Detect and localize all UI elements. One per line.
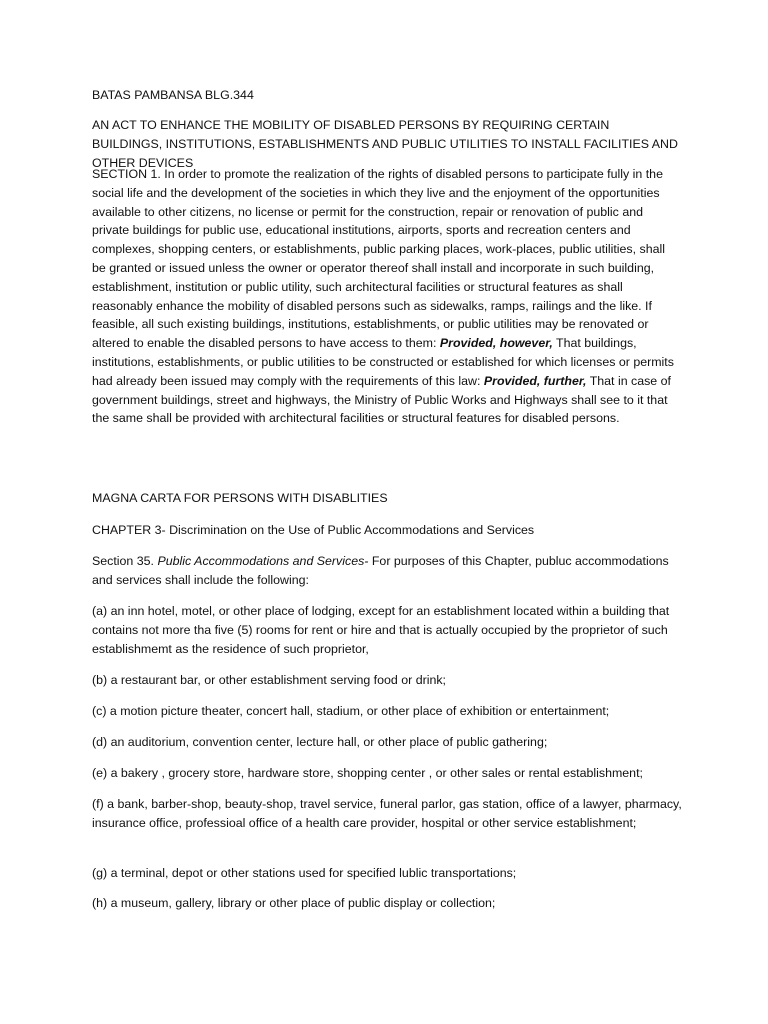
section-35-paragraph xyxy=(92,552,682,590)
act-title: AN ACT TO ENHANCE THE MOBILITY OF DISABLED PERSONS BY REQUIRING CERTAIN BUILDINGS, INSTITUTIONS, ESTABLISHMENTS AND PUBLIC UTILITIES TO INSTALL FACILITIES AND OTHER DEVICES xyxy=(92,118,678,170)
document-page xyxy=(92,0,682,1024)
section-35-heading: Public Accommodations and Services- xyxy=(157,554,369,568)
list-item-h: (h) a museum, gallery, library or other place of public display or collection; xyxy=(92,896,496,910)
section-1-text-part3: That in case of government buildings, street and highways, the Ministry of Public Works and Highways shall see to it that the same shall be provided with architectural facilities or structural features for disabled persons. xyxy=(92,373,671,426)
section-35-text: For purposes of this Chapter, publuc accommodations and services shall include the following: xyxy=(92,554,669,587)
list-item-d: (d) an auditorium, convention center, lecture hall, or other place of public gathering; xyxy=(92,735,548,749)
proviso-further: Provided, further, xyxy=(483,373,587,388)
magna-carta-title: MAGNA CARTA FOR PERSONS WITH DISABLITIES xyxy=(92,491,388,505)
section-35-label: Section 35. xyxy=(92,554,158,568)
list-item-b: (b) a restaurant bar, or other establishment serving food or drink; xyxy=(92,673,446,687)
section-1-text-part1: SECTION 1. In order to promote the realization of the rights of disabled persons to participate fully in the social life and the development of the societies in which they live and the enjoyment of the opportunities available to other citizens, no license or permit for the construction, repair or renovation of public and private buildings for public use, educational institutions, airports, sports and recreation centers and complexes, shopping centers, or establishments, public parking places, work-places, public utilities, shall be granted or issued unless the owner or operator thereof shall install and incorporate in such building, establishment, institution or public utility, such architectural facilities or structural features as shall reasonably enhance the mobility of disabled persons such as sidewalks, ramps, railings and the like. If feasible, all such existing buildings, institutions, establishments, or public utilities may be renovated or altered to enable the disabled persons to have access to them: xyxy=(92,167,666,351)
chapter-3-title: CHAPTER 3- Discrimination on the Use of Public Accommodations and Services xyxy=(92,523,535,537)
list-item-f: (f) a bank, barber-shop, beauty-shop, travel service, funeral parlor, gas station, office of a lawyer, pharmacy, insurance office, professioal office of a health care provider, hospital or other service establishment; xyxy=(92,797,682,830)
list-item-g: (g) a terminal, depot or other stations used for specified lublic transportations; xyxy=(92,866,517,880)
list-item-a: (a) an inn hotel, motel, or other place of lodging, except for an establishment located within a building that contains not more tha five (5) rooms for rent or hire and that is actually occupied by the proprietor of such establishmemt as the residence of such proprietor, xyxy=(92,604,670,656)
list-item-e: (e) a bakery , grocery store, hardware store, shopping center , or other sales or rental establishment; xyxy=(92,766,643,780)
proviso-however: Provided, however, xyxy=(439,336,553,351)
list-item-c: (c) a motion picture theater, concert hall, stadium, or other place of exhibition or entertainment; xyxy=(92,704,610,718)
section-1-text-part2: That buildings, institutions, establishments, or public utilities to be constructed or established for which licenses or permits had already been issued may comply with the requirements of this law: xyxy=(92,336,674,388)
section-1-paragraph xyxy=(92,165,682,428)
law-title: BATAS PAMBANSA BLG.344 xyxy=(92,88,254,102)
